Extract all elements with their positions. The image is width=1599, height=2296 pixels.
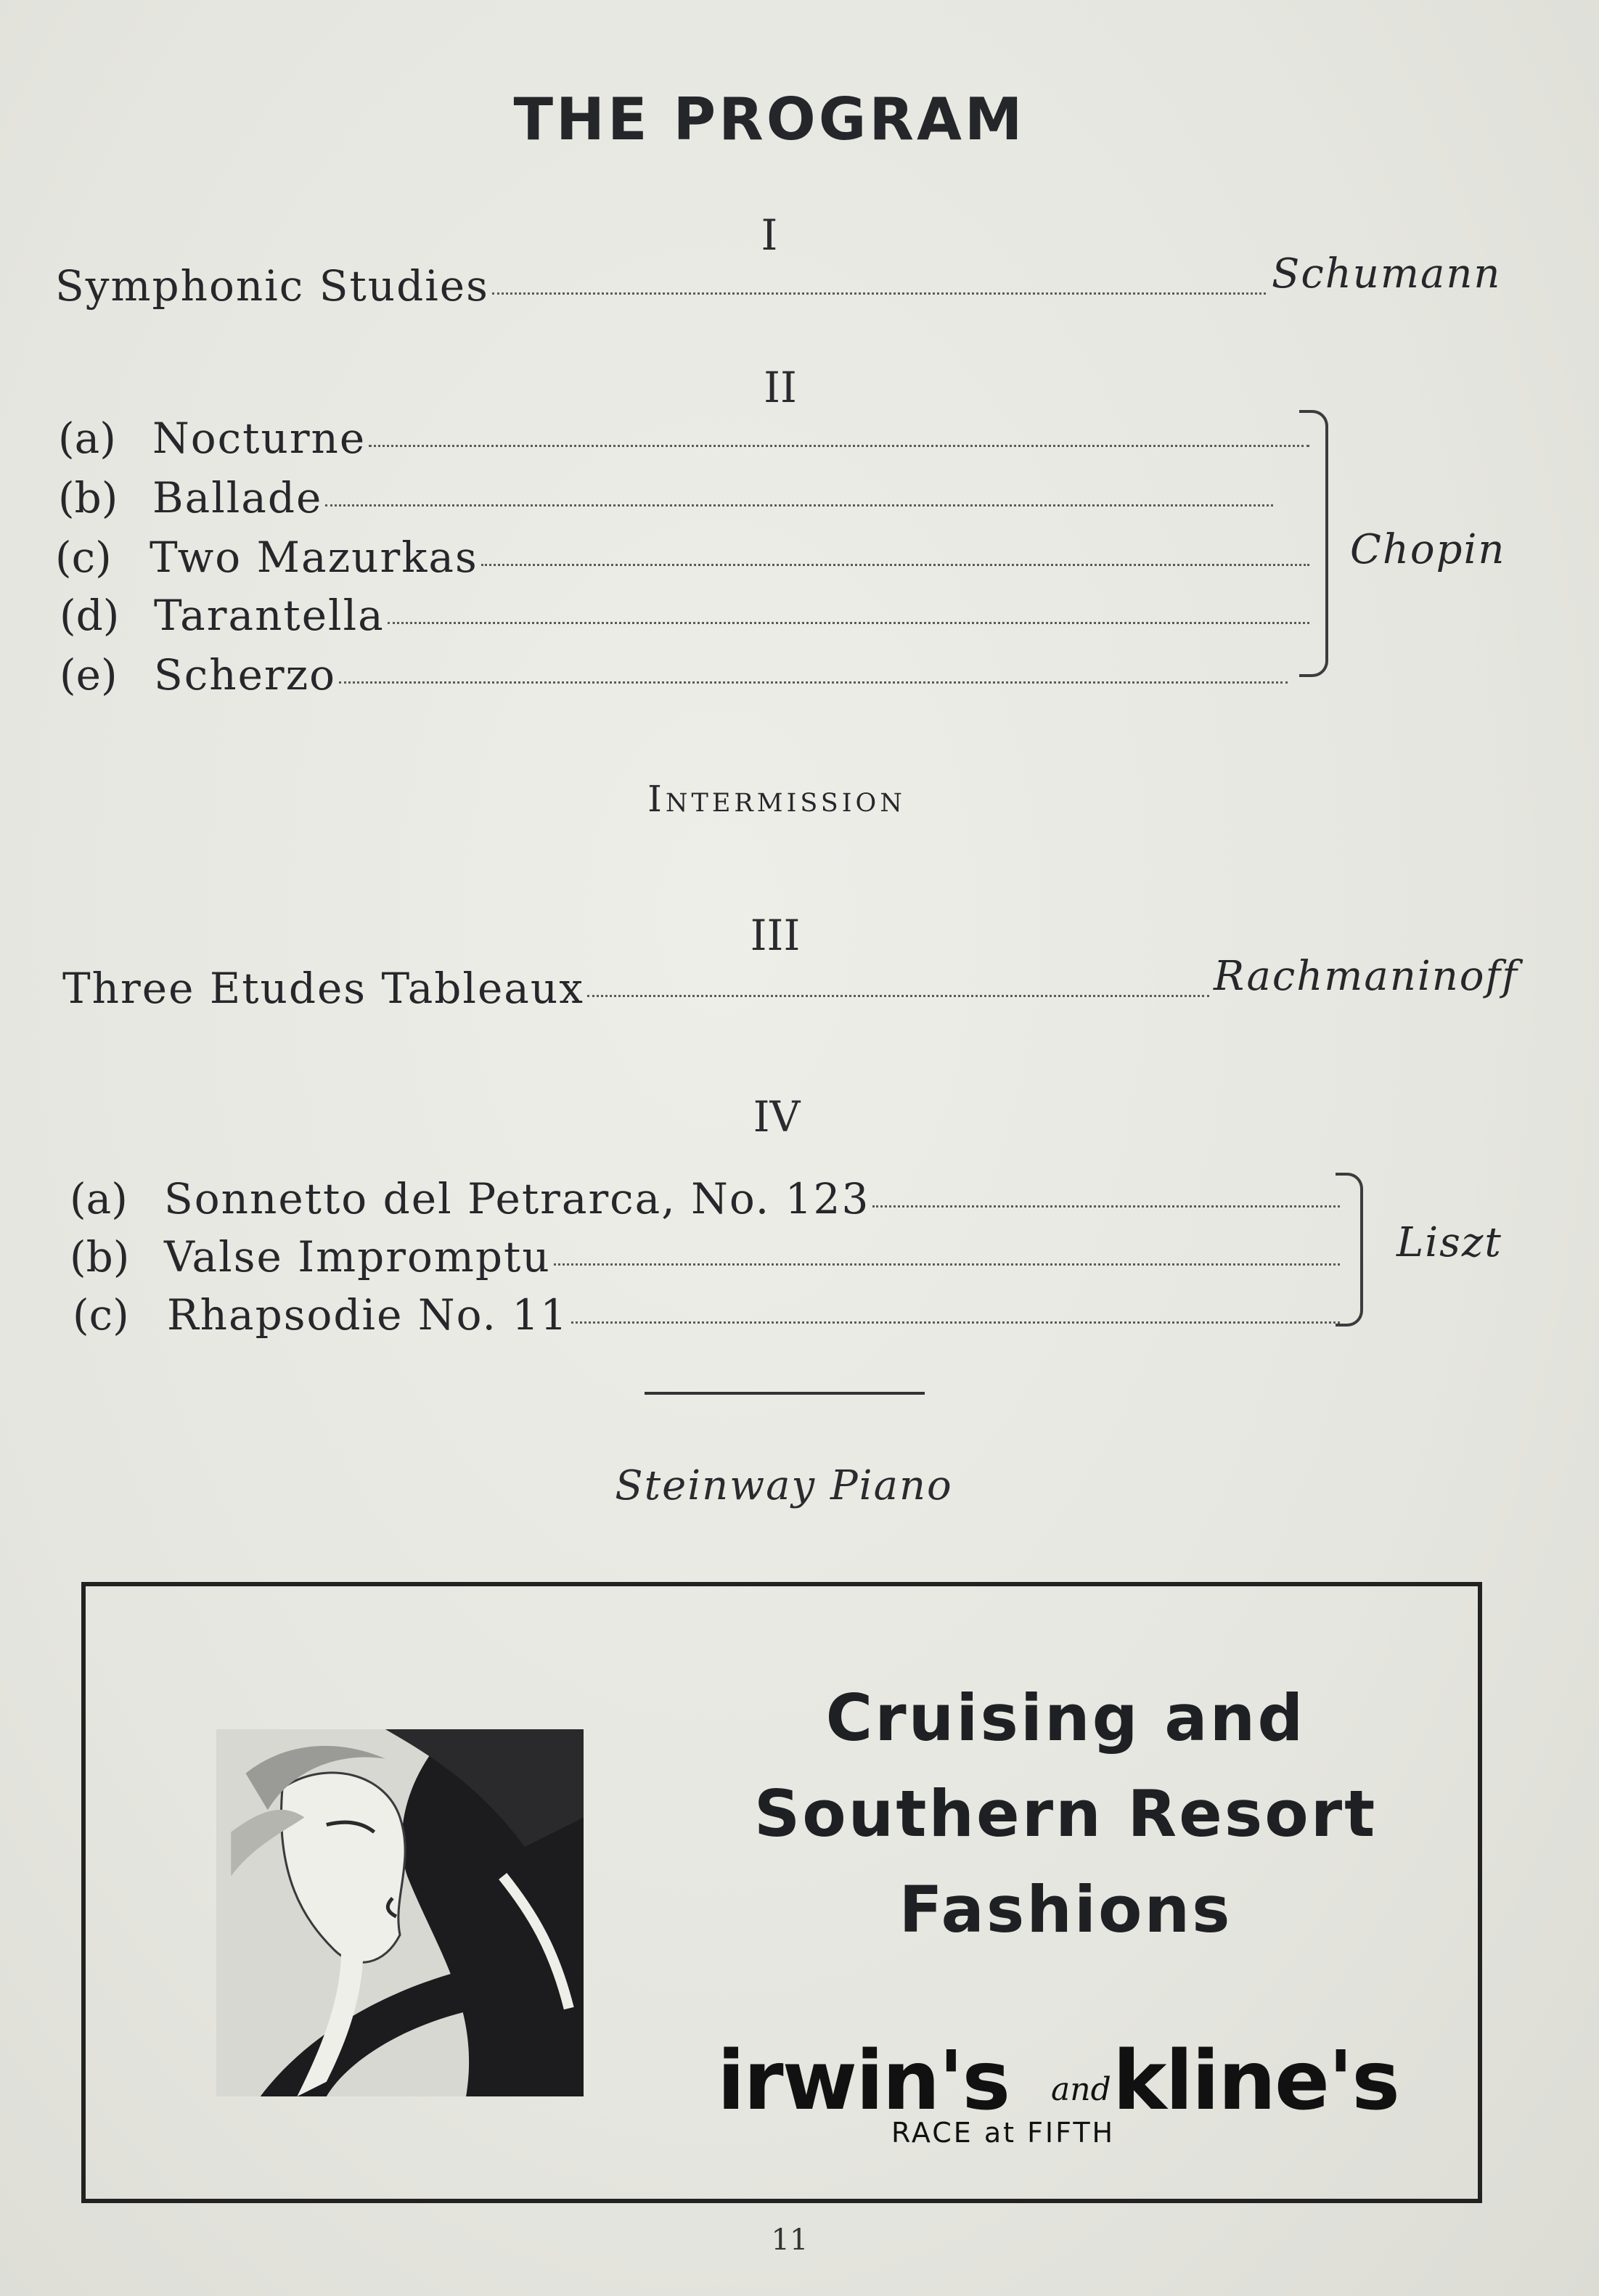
program-item-nocturne	[58, 414, 1314, 463]
item-letter: (a)	[70, 1174, 128, 1223]
item-letter: (c)	[55, 533, 112, 582]
leader-dots	[325, 504, 1273, 507]
item-letter: (b)	[58, 473, 118, 522]
svg-text:irwin's: irwin's	[717, 2034, 1010, 2128]
item-label: Tarantella	[154, 591, 385, 640]
program-item-scherzo	[60, 650, 1292, 700]
leader-dots	[388, 622, 1309, 624]
program-item-etudes-tableaux	[62, 964, 1214, 1013]
leader-dots	[587, 995, 1209, 997]
program-item-valse-impromptu	[70, 1232, 1344, 1282]
program-item-sonnetto	[70, 1174, 1344, 1223]
composer-chopin: Chopin	[1350, 526, 1506, 573]
svg-text:and: and	[1051, 2071, 1111, 2108]
advertisement-box	[81, 1582, 1482, 2203]
section-numeral-1: I	[761, 210, 778, 260]
fashion-illustration	[216, 1729, 584, 2097]
item-letter: (d)	[60, 591, 120, 640]
composer-liszt: Liszt	[1396, 1219, 1502, 1266]
leader-dots	[369, 445, 1309, 447]
instrument-note: Steinway Piano	[615, 1462, 953, 1509]
bracket-liszt	[1336, 1173, 1363, 1327]
program-item-two-mazurkas	[55, 533, 1314, 582]
leader-dots	[492, 292, 1266, 295]
irwins-klines-logo	[710, 2029, 1436, 2160]
page-number: 11	[771, 2223, 809, 2257]
item-letter: (c)	[73, 1290, 129, 1340]
leader-dots	[554, 1263, 1340, 1266]
item-label: Rhapsodie No. 11	[167, 1290, 569, 1340]
program-title: THE PROGRAM	[513, 86, 1026, 153]
leader-dots	[481, 564, 1309, 566]
ad-headline-line-1: Cruising and	[825, 1681, 1306, 1755]
program-item-rhapsodie	[73, 1290, 1344, 1340]
section-numeral-3: III	[750, 911, 801, 960]
leader-dots	[339, 681, 1288, 684]
section-numeral-2: II	[764, 363, 797, 412]
program-item-ballade	[58, 473, 1277, 522]
item-label: Sonnetto del Petrarca, No. 123	[164, 1174, 870, 1223]
ad-headline-line-3: Fashions	[899, 1872, 1232, 1947]
bracket-chopin	[1299, 410, 1328, 677]
item-letter: (b)	[70, 1232, 130, 1282]
composer-rachmaninoff: Rachmaninoff	[1214, 953, 1518, 1000]
item-label: Two Mazurkas	[150, 533, 478, 582]
item-label: Valse Impromptu	[164, 1232, 551, 1282]
item-letter: (e)	[60, 650, 118, 700]
composer-schumann: Schumann	[1272, 250, 1502, 298]
svg-text:RACE at FIFTH: RACE at FIFTH	[891, 2117, 1116, 2149]
leader-dots	[872, 1205, 1340, 1208]
item-letter: (a)	[58, 414, 116, 463]
item-label: Ballade	[152, 473, 323, 522]
item-label: Three Etudes Tableaux	[62, 964, 584, 1013]
divider-rule	[645, 1392, 925, 1395]
leader-dots	[571, 1321, 1340, 1324]
program-item-tarantella	[60, 591, 1314, 640]
item-label: Nocturne	[152, 414, 367, 463]
item-label: Scherzo	[154, 650, 337, 700]
item-label: Symphonic Studies	[55, 261, 489, 311]
ad-headline-line-2: Southern Resort	[753, 1776, 1378, 1851]
program-item-symphonic-studies	[55, 261, 1270, 311]
svg-text:kline's: kline's	[1113, 2034, 1399, 2128]
intermission-label: Intermission	[647, 778, 906, 820]
section-numeral-4: IV	[753, 1092, 801, 1141]
